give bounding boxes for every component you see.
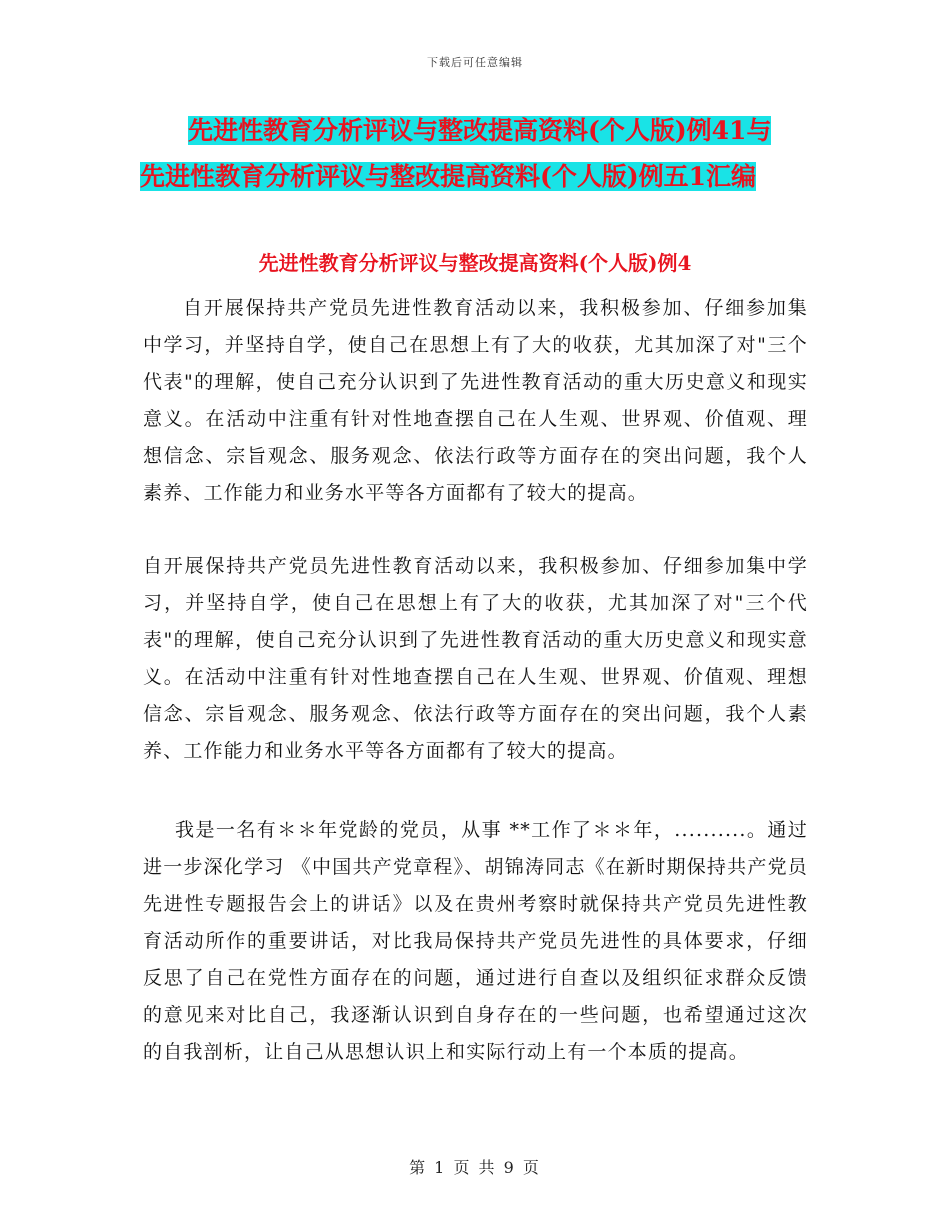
page-number-footer: 第 1 页 共 9 页 [409, 1158, 541, 1177]
title-line-1 [140, 108, 810, 154]
paragraph-3: 我是一名有＊＊年党龄的党员，从事 **工作了＊＊年，..........。通过进一步深化学习 《中国共产党章程》、胡锦涛同志《在新时期保持共产党员先进性专题报告会上的讲话》以及在贵州考察时就保持共产党员先进性教育活动所作的重要讲话，对比我局保持共产党员先进性的具体要求，仔细反思了自己在党性方面存在的问题，通过进行自查以及组织征求群众反馈的意见来对比自己，我逐渐认识到自身存在的一些问题，也希望通过这次的自我剖析，让自己从思想认识上和实际行动上有一个本质的提高。 [143, 819, 808, 1063]
section-title: 先进性教育分析评议与整改提高资料(个人版)例4 [258, 251, 692, 275]
title-line-2 [140, 154, 810, 200]
document-title [140, 108, 810, 200]
header-note: 下载后可任意编辑 [427, 56, 523, 69]
title-line-1-text: 先进性教育分析评议与整改提高资料(个人版)例41与 [188, 116, 772, 145]
title-line-2-text: 先进性教育分析评议与整改提高资料(个人版)例五1汇编 [140, 162, 757, 191]
paragraph-2: 自开展保持共产党员先进性教育活动以来，我积极参加、仔细参加集中学习，并坚持自学，使自己在思想上有了大的收获，尤其加深了对"三个代表"的理解，使自己充分认识到了先进性教育活动的重大历史意义和现实意义。在活动中注重有针对性地查摆自己在人生观、世界观、价值观、理想信念、宗旨观念、服务观念、依法行政等方面存在的突出问题，我个人素养、工作能力和业务水平等各方面都有了较大的提高。 [143, 555, 808, 762]
paragraph-1: 自开展保持共产党员先进性教育活动以来，我积极参加、仔细参加集中学习，并坚持自学，使自己在思想上有了大的收获，尤其加深了对"三个代表"的理解，使自己充分认识到了先进性教育活动的重大历史意义和现实意义。在活动中注重有针对性地查摆自己在人生观、世界观、价值观、理想信念、宗旨观念、服务观念、依法行政等方面存在的突出问题，我个人素养、工作能力和业务水平等各方面都有了较大的提高。 [143, 297, 808, 504]
